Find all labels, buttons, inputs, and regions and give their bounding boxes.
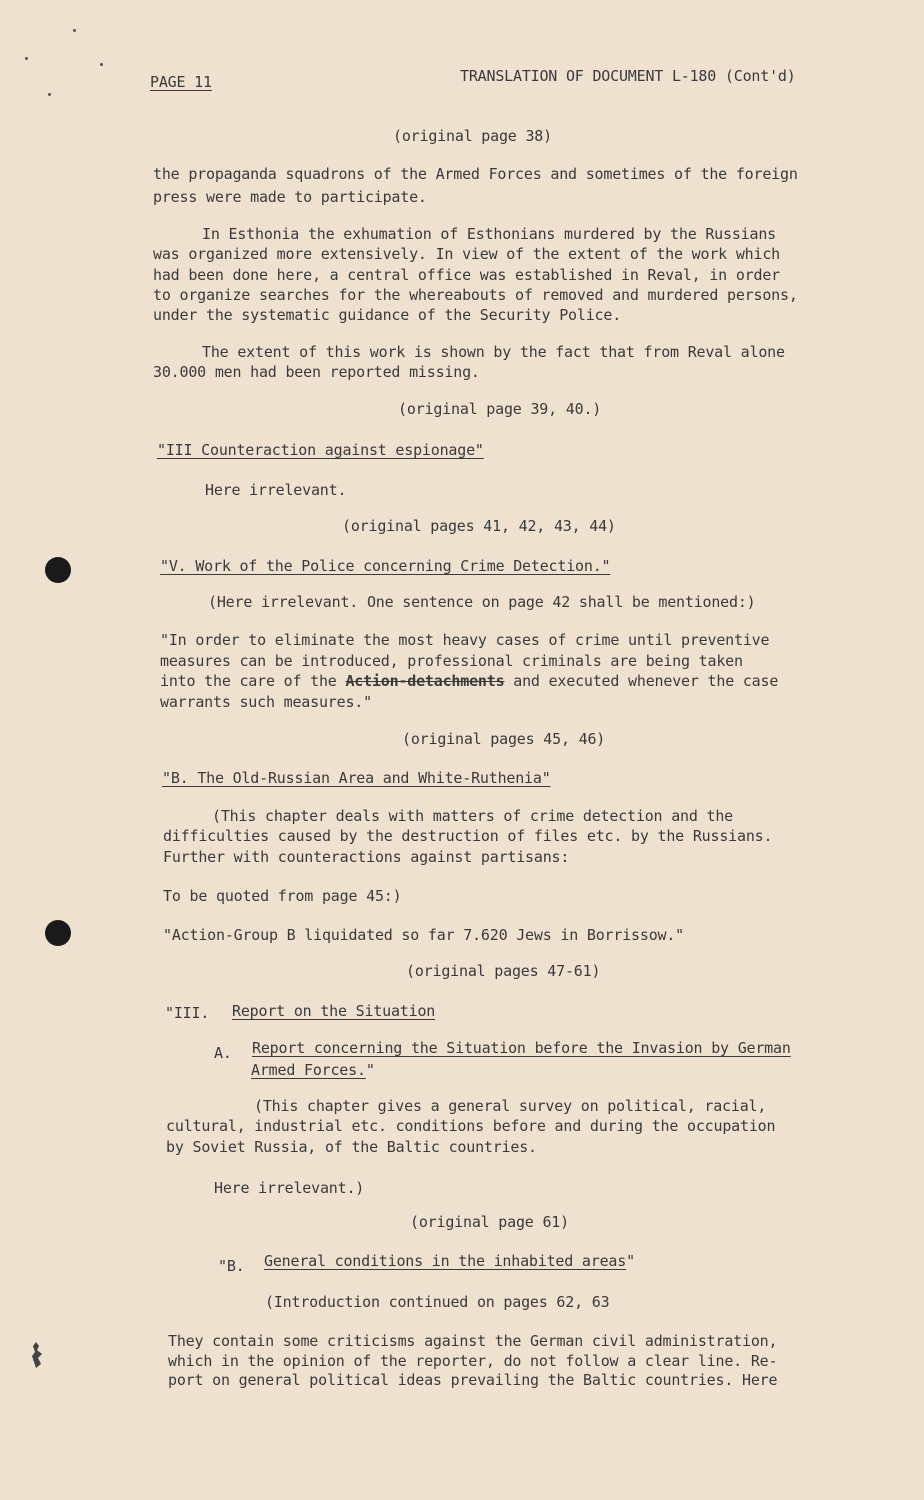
paragraph-line: cultural, industrial etc. conditions before and during the occupation [166, 1117, 776, 1135]
paragraph-line: to organize searches for the whereabouts of removed and murdered persons, [153, 286, 798, 304]
paragraph-line: (This chapter deals with matters of crime detection and the [212, 807, 734, 825]
original-page-marker: (original page 61) [410, 1213, 569, 1231]
section-heading: "B. The Old-Russian Area and White-Ruthenia" [162, 769, 551, 787]
note-text: Here irrelevant. [205, 481, 347, 499]
punch-hole-top [45, 557, 71, 583]
quote-line: measures can be introduced, professional criminals are being taken [160, 652, 743, 670]
section-heading: Report on the Situation [232, 1002, 436, 1020]
subsection-number: "B. [218, 1257, 245, 1275]
paragraph-line: by Soviet Russia, of the Baltic countries. [166, 1138, 537, 1156]
quote-text: and executed whenever the case [504, 672, 779, 690]
original-page-marker: (original pages 41, 42, 43, 44) [342, 517, 616, 535]
paragraph-line: press were made to participate. [153, 188, 427, 206]
note-text: Here irrelevant.) [214, 1179, 365, 1197]
quote-line [160, 671, 778, 691]
original-page-marker: (original pages 45, 46) [402, 730, 606, 748]
paragraph-line: In Esthonia the exhumation of Esthonians murdered by the Russians [202, 225, 776, 243]
paragraph-line: (Introduction continued on pages 62, 63 [265, 1293, 610, 1311]
subsection-heading: General conditions in the inhabited areas [264, 1252, 627, 1270]
paragraph-line: The extent of this work is shown by the fact that from Reval alone [202, 343, 785, 361]
subsection-heading: Report concerning the Situation before the Invasion by German [252, 1039, 791, 1057]
paper-speck [25, 57, 28, 60]
section-number: "III. [165, 1004, 210, 1022]
note-text: (Here irrelevant. One sentence on page 42 shall be mentioned:) [208, 593, 756, 611]
subsection-heading-line [264, 1251, 635, 1271]
punch-hole-bottom [45, 920, 71, 946]
original-page-marker: (original page 39, 40.) [398, 400, 602, 418]
paragraph-line: port on general political ideas prevailing the Baltic countries. Here [168, 1371, 778, 1389]
document-title: TRANSLATION OF DOCUMENT L-180 (Cont'd) [460, 67, 796, 85]
struck-text: Action-detachments [345, 672, 505, 690]
quote-text: into the care of the [160, 672, 346, 690]
page-label: PAGE 11 [150, 73, 212, 91]
paragraph-line: was organized more extensively. In view of the extent of the work which [153, 245, 780, 263]
original-page-marker: (original page 38) [393, 127, 552, 145]
paragraph-line: They contain some criticisms against the German civil administration, [168, 1332, 778, 1350]
paper-speck [73, 29, 76, 32]
closing-quote: " [365, 1061, 375, 1079]
subsection-number: A. [214, 1044, 232, 1062]
section-heading: "V. Work of the Police concerning Crime Detection." [160, 557, 611, 575]
subsection-heading: Armed Forces. [251, 1061, 366, 1079]
quote-line: warrants such measures." [160, 693, 372, 711]
paragraph-line: 30.000 men had been reported missing. [153, 363, 480, 381]
ink-blot-mark [30, 1340, 46, 1370]
paragraph-line: had been done here, a central office was established in Reval, in order [153, 266, 780, 284]
subsection-heading-line [251, 1060, 375, 1080]
paragraph-line: under the systematic guidance of the Security Police. [153, 306, 622, 324]
paragraph-line: Further with counteractions against partisans: [163, 848, 570, 866]
paper-speck [48, 93, 51, 96]
paragraph-line: (This chapter gives a general survey on political, racial, [254, 1097, 767, 1115]
quote-line: "Action-Group B liquidated so far 7.620 Jews in Borrissow." [163, 926, 685, 944]
paragraph-line: difficulties caused by the destruction of files etc. by the Russians. [163, 827, 773, 845]
section-heading: "III Counteraction against espionage" [157, 441, 484, 459]
paper-speck [100, 63, 103, 66]
paragraph-line: the propaganda squadrons of the Armed Forces and sometimes of the foreign [153, 165, 798, 183]
paragraph-line: which in the opinion of the reporter, do not follow a clear line. Re- [168, 1352, 778, 1370]
original-page-marker: (original pages 47-61) [406, 962, 601, 980]
closing-quote: " [626, 1252, 635, 1270]
quote-line: "In order to eliminate the most heavy cases of crime until preventive [160, 631, 770, 649]
paragraph-line: To be quoted from page 45:) [163, 887, 402, 905]
